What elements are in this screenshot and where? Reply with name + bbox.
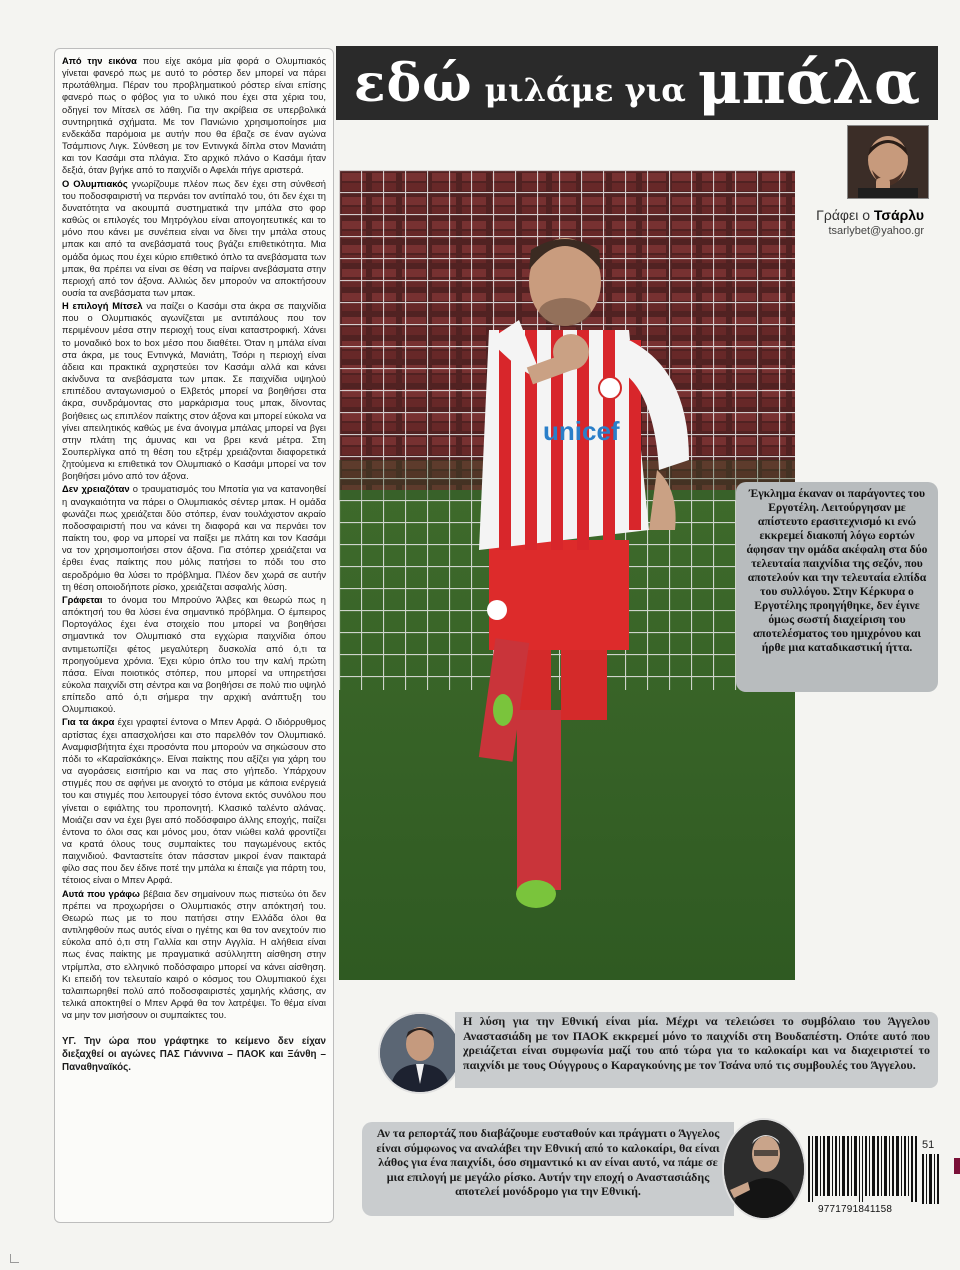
article-paragraph: Για τα άκρα έχει γραφτεί έντονα ο Μπεν Αρφά. Ο ιδιόρρυθμος αρτίστας έχει απασχολήσει και στο παρελθόν τον Ολυμπιακό. Αναμφισβήτητα έχει προσόντα που μπορούν να σηκώσουν στο πόδι το «Καραϊσκάκης». Είναι παίκτης που αξίζει για χάρη του να αγοράσεις εισιτήριο και να πας στο γήπεδο. Υπάρχουν στιγμές που σε αφήνει με ανοιχτό το στόμα με κάποια ενέργειά του και στιγμές που λειτουργεί τόσο έντονα εκτός συνόλου που γίνεται ο εφιάλτης του προπονητή. Κλασικό ταλέντο αλάνας. Μοιάζει σαν να έχει βγει από ποδόσφαιρο άλλης εποχής, παίζει έντονα το όλοι σας και μόνος μου, όταν νιώθει καλά φροντίζει να κρατά όλους τους συμπαίκτες του παγωμένους εκτός παιχνιδιού. Φανταστείτε όταν πάσσταν μικροί έναν παικταρά φίλο σας που δεν έδινε ποτέ την μπάλα κι έπαιζε για πάρτη του, τέτοιος είναι ο Μπεν Αρφά.	[62, 717, 327, 886]
coach-photo-2	[722, 1118, 806, 1220]
addon-barcode	[922, 1154, 940, 1204]
article-paragraph: Η επιλογή Μίτσελ να παίζει ο Κασάμι στα άκρα σε παιχνίδια που ο Ολυμπιακός αγωνίζεται με αντιπάλους που τον περιμένουν μέσα στην περιοχή τους είναι καταστροφική. Χάνει το μοναδικό box to box μέσο που διαθέτει. Όταν η μπάλα είναι στα άκρα, με τους Εντινγκά, Μανιάτη, Τσόρι η περιοχή είναι άδεια και πρακτικά αχρηστεύει τον Κασάμι αλλά και κάνει ακίνδυνα τα ανεβάσματα των μπακ. Σε παιχνίδια υψηλού επιπέδου ανταγωνισμού ο Ελβετός μπορεί να βοηθήσει στα άκρα, συνδράμοντας στο μαρκάρισμα τους μπακ, δίνοντας βοήθειες ως επιπλέον παίκτης στον άξονα και μπορεί εύκολα να γίνει απειλητικός καθώς με ένα άνοιγμα μπάλας μπορεί να βγει στην πλάτη της άμυνας και να βρει κενά μέτρα. Στη Σουπερλίγκα από τη θέση του εξτρέμ χρειάζονται διαφορετικά ζητούμενα κι επιθετικά τον Ολυμπιακό ο Κασάμι μπορεί να τον βοηθήσει μόνο από τον άξονα.	[62, 301, 326, 482]
barcode	[808, 1136, 918, 1202]
column-banner	[336, 46, 938, 120]
author-name: Τσάρλυ	[873, 207, 924, 223]
banner-word-1: εδώ	[353, 52, 473, 114]
feature-box-1: Η λύση για την Εθνική είναι μία. Μέχρι να τελειώσει το συμβόλαιο του Άγγελου Αναστασιάδη με τον ΠΑΟΚ εκκρεμεί μόνο το παιχνίδι στη Βουδαπέστη. Οπότε αυτό που χρειάζεται είναι συμφωνία μαζί του από τώρα για το καλοκαίρι και να διαχειριστεί το παιχνίδι με τους Ούγγρους ο Καραγκούνης με τον Τσάνα υπό τις συμβουλές του Άγγελου.	[455, 1012, 938, 1088]
edge-color-tab	[954, 1158, 960, 1174]
coach-photo-1	[378, 1012, 462, 1094]
feature-box-2: Αν τα ρεπορτάζ που διαβάζουμε ευσταθούν και πράγματι ο Άγγελος είναι σύμφωνος να αναλάβει την Εθνική από το καλοκαίρι, θα είναι λάθος για ένα παιχνίδι, όσο σημαντικό κι αν είναι αυτό, να πάμε σε μια επιλογή με μεγάλο ρίσκο. Αυτήν την εποχή ο Αναστασιάδης αποτελεί μονόδρομο για την Εθνική.	[362, 1122, 734, 1216]
article-paragraph: Γράφεται το όνομα του Μπρούνο Άλβες και θεωρώ πως η απόκτησή του θα λύσει ένα σημαντικό πρόβλημα. Ο έμπειρος Πορτογάλος έχει ένα στοιχείο που μπορεί να βοηθήσει σημαντικά τον Ολυμπιακό στα εγχώρια παιχνίδια όπου αντιμετωπίζει φέτος μεγαλύτερη δυσκολία από ό,τι τα προηγούμενα χρόνια. Έχει κύριο όπλο του την καλή πρώτη πάσα. Είναι ποιοτικός στόπερ, που μπορεί να υπηρετήσει εύκολα παιχνίδι στη σέντρα και να βοηθήσει σε πολύ πιο υψηλό επίπεδο από ό,τι σήμερα την αρχική ανάπτυξη του Ολυμπιακού.	[62, 594, 326, 715]
author-byline: Γράφει ο Τσάρλυ	[816, 207, 924, 223]
author-photo	[847, 125, 929, 199]
article-column	[54, 48, 334, 1223]
shirt-sponsor: unicef	[543, 416, 620, 446]
banner-word-2: μιλάμε για	[484, 71, 686, 109]
article-paragraph: Ο Ολυμπιακός γνωρίζουμε πλέον πως δεν έχει στη σύνθεσή του ποδοσφαιριστή να περνάει τον αντίπαλό του, ότι δεν έχει τη δυνατότητα να ακουμπά συστηματικά την μπάλα στο φορ καθώς οι επιλογές του Μητρόγλου είναι απογοητευτικές και το μόνο που κάνει με συνέπεια είναι να δίνει την μπάλα στους μπακ και από τα ανεβάσματά τους βγάζει επιθετικότητα. Μια ομάδα όμως που έχει κύριο επιθετικό όπλο τα ανεβάσματα των μπακ, θα πρέπει να είναι σε θέση να παίρνει ανεβάσματα στην περιοχή από τον άξονα. Αλλιώς δεν μπορούν να αποκτήσουν ουσία τα ανεβάσματα των μπακ.	[62, 178, 326, 298]
page-number: 51	[922, 1139, 935, 1151]
callout-box: Έγκλημα έκαναν οι παράγοντες του Εργοτέλη. Λειτούργησαν με απίστευτο ερασιτεχνισμό κι ενώ εκκρεμεί διακοπή λόγω εορτών άφησαν την ομάδα ακέφαλη στα δύο τελευταία παιχνίδια της σεζόν, που αποτελούν και την τελευταία ελπίδα του συλλόγου. Στην Κέρκυρα ο Εργοτέλης προηγήθηκε, δεν έγινε όμως σωστή διαχείριση του αποτελέσματος του ημιχρόνου και ήρθε μια καταδικαστική ήττα.	[736, 482, 938, 692]
player-photo	[339, 170, 795, 980]
crop-mark	[10, 1254, 19, 1263]
postscript: ΥΓ. Την ώρα που γράφτηκε το κείμενο δεν είχαν διεξαχθεί οι αγώνες ΠΑΣ Γιάννινα – ΠΑΟΚ και Ξάνθη – Παναθηναϊκός.	[62, 1036, 326, 1074]
author-email: tsarlybet@yahoo.gr	[828, 225, 924, 237]
article-paragraph: Δεν χρειαζόταν ο τραυματισμός του Μποτία για να κατανοηθεί η αναγκαιότητα να πάρει ο Ολυμπιακός σέντερ μπακ. Η ομάδα φωνάζει πως χρειάζεται δύο στόπερ, έναν τουλάχιστον ακραίο ποδοσφαιριστή που να κάνει τη διαφορά και να περνάει τον παίκτη του, φορ να μπορεί να παίξει με πλάτη και τον Κασάμι να τον χρησιμοποιήσει στον άξονα. Για στόπερ χρειάζεται να έρθει ένας παίκτης που μόλις πατήσει το πόδι του στο αεροδρόμιο θα λύσει το πρόβλημα. Πλέον δεν χωρά σε αυτήν τη θέση οποιοδήποτε ρίσκο, χρειάζεται ασφαλής λύση.	[62, 484, 327, 592]
banner-word-3: μπάλα	[697, 48, 921, 118]
article-paragraph: Αυτά που γράφω βέβαια δεν σημαίνουν πως πιστεύω ότι δεν πρέπει να προχωρήσει ο Ολυμπιακός στην απόκτησή του. Θεωρώ πως με το που πατήσει στην Ελλάδα όλοι θα αντιληφθούν πως αυτός είναι ο ηγέτης και θα τον ανεχτούν πιο εύκολα από ό,τι στη Γαλλία και στην Αγγλία. Η αλήθεια είναι πως ένας παίκτης με πραγματικά ασύλληπτη αίσθηση στην ντρίμπλα, στο ελληνικό ποδόσφαιρο μπορεί να κάνει αίσθηση. Κι επειδή τον τελευταίο καιρό ο κόσμος του Ολυμπιακού έχει ταλαιπωρηθεί πολύ από ποδοσφαιριστές χαμηλής κλάσης, αν τελικά αποκτηθεί ο Μπεν Αρφά θα τον λατρέψει. Το θέμα είναι να μην τον μισήσουν οι συμπαίκτες του.	[62, 888, 326, 1021]
barcode-number: 9771791841158	[818, 1204, 893, 1215]
article-paragraph: Από την εικόνα που είχε ακόμα μία φορά ο Ολυμπιακός γίνεται φανερό πως με αυτό το ρόστερ δεν μπορεί να πάρει πρωτάθλημα. Πέραν του προβληματικού ρόστερ είναι επίσης φανερό πως ο φόβος για το υλικό που έχει στα χέρια του, οδηγεί τον Μίτσελ σε λάθη. Για την ακρίβεια σε υπερβολικά συντηρητικά σχήματα. Με τον Πανιώνιο χρησιμοποίησε μια ενδεκάδα παρόμοια με αυτήν που θα έβαζε σε έναν αγώνα Τσάμπιονς Λιγκ. Σύνθεση με τον Εντινγκά δίπλα στον Μανιάτη και τον Κασάμι στα πλάγια. Στο αρχικό πλάνο ο Κασάμι ήταν δεξιά, όταν βγήκε από το παιχνίδι ο Αφελάι πήγε αριστερά.	[62, 56, 326, 176]
